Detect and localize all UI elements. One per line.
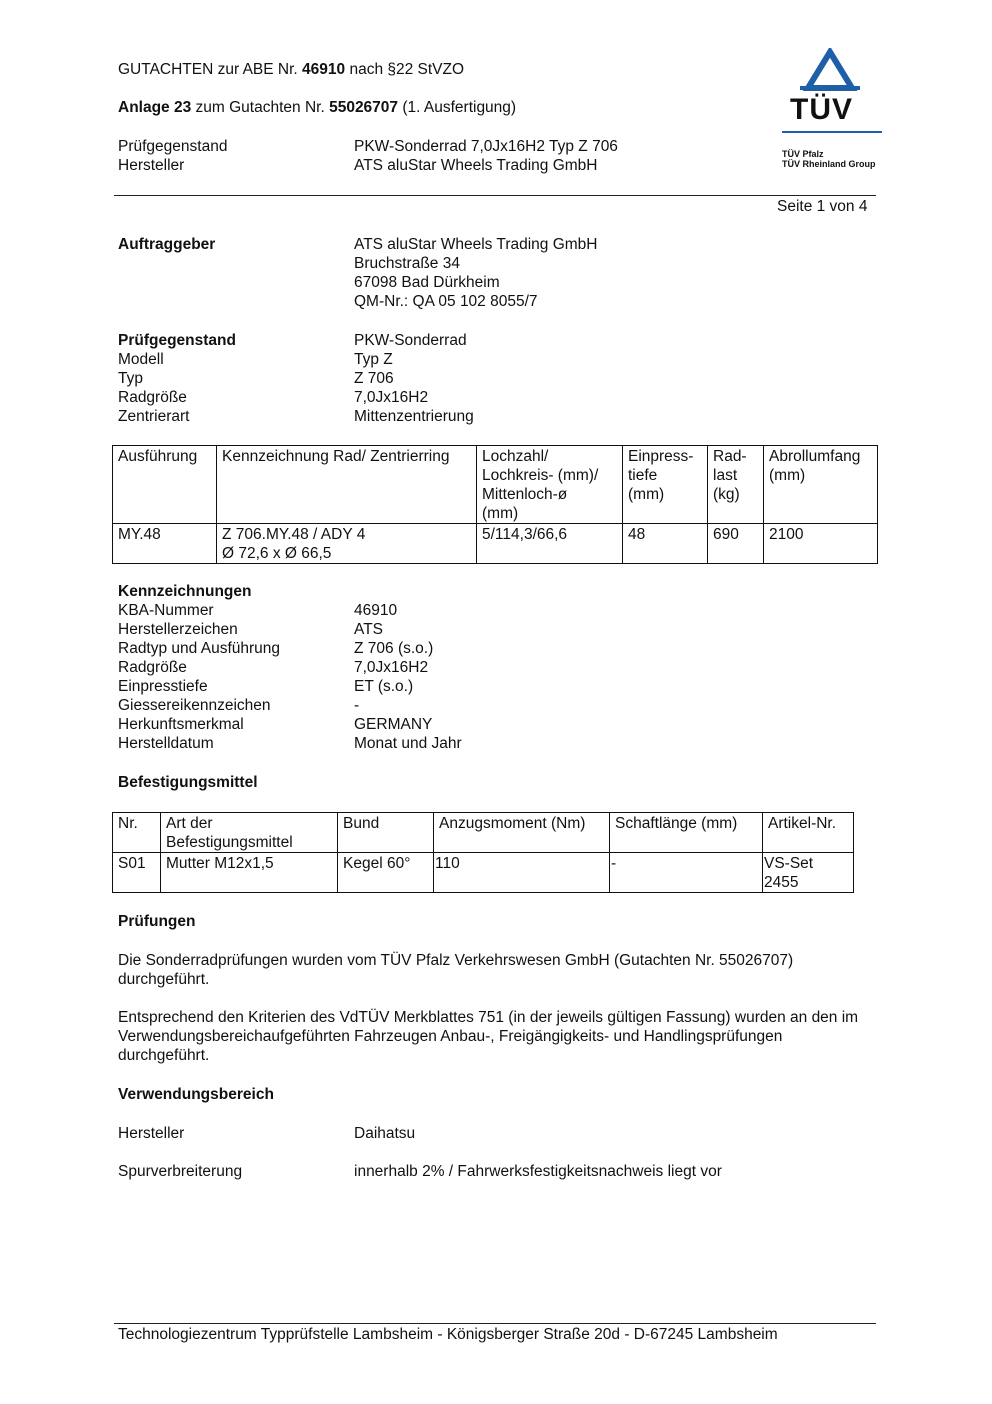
header-line1-text: GUTACHTEN zur ABE Nr. xyxy=(118,61,303,78)
table-row xyxy=(113,853,854,893)
bef-header-cell: Artikel-Nr. xyxy=(763,813,854,853)
kz-value: 7,0Jx16H2 xyxy=(354,659,429,676)
wheel-header-cell: Rad- last (kg) xyxy=(708,446,764,524)
header-line2-suffix: (1. Ausfertigung) xyxy=(398,99,517,116)
kz-label: Herstelldatum xyxy=(118,735,214,752)
kz-value: - xyxy=(354,697,360,714)
verwendung-heading: Verwendungsbereich xyxy=(118,1086,274,1103)
bef-cell: VS-Set 2455 xyxy=(763,853,854,893)
auftraggeber-line-3: 67098 Bad Dürkheim xyxy=(354,274,500,291)
kz-label: Giessereikennzeichen xyxy=(118,697,271,714)
kz-label: KBA-Nummer xyxy=(118,602,214,619)
footer-divider xyxy=(114,1323,876,1324)
pruefungen-heading: Prüfungen xyxy=(118,913,196,930)
wheel-cell: 2100 xyxy=(764,524,878,564)
kz-label: Herkunftsmerkmal xyxy=(118,716,244,733)
table-row xyxy=(113,524,878,564)
gutachten-number: 55026707 xyxy=(329,99,399,116)
modell-value: Typ Z xyxy=(354,351,393,368)
pruefungen-paragraph-2: Entsprechend den Kriterien des VdTÜV Merkblattes 751 (in der jeweils gültigen Fassung) wurden an den im Verwendungsbereichaufgeführten Fahrzeugen Anbau-, Freigängigkeits- und Handlingsprüfungen durchgeführt. xyxy=(118,1009,859,1064)
kz-value: ET (s.o.) xyxy=(354,678,414,695)
tuv-logo xyxy=(770,48,890,173)
pruefgegenstand-value: PKW-Sonderrad xyxy=(354,332,467,349)
header-hersteller-label: Hersteller xyxy=(118,157,185,174)
radgroesse-label: Radgröße xyxy=(118,389,187,406)
kz-value: GERMANY xyxy=(354,716,433,733)
header-line1-suffix: nach §22 StVZO xyxy=(345,61,465,78)
verwendung-hersteller-value: Daihatsu xyxy=(354,1125,416,1142)
zentrierart-label: Zentrierart xyxy=(118,408,190,425)
modell-label: Modell xyxy=(118,351,164,368)
wheel-cell: 690 xyxy=(708,524,764,564)
anlage-label: Anlage 23 xyxy=(118,99,192,116)
bef-cell: 110 xyxy=(434,853,610,893)
header-pruef-label: Prüfgegenstand xyxy=(118,138,228,155)
tuv-logo-text: TÜV xyxy=(790,93,853,126)
kz-value: 46910 xyxy=(354,602,398,619)
kz-value: ATS xyxy=(354,621,383,638)
wheel-header-cell: Kennzeichnung Rad/ Zentrierring xyxy=(217,446,477,524)
header-divider xyxy=(114,195,876,196)
kz-label: Herstellerzeichen xyxy=(118,621,238,638)
pruefgegenstand-heading: Prüfgegenstand xyxy=(118,332,236,349)
bef-cell: Kegel 60° xyxy=(338,853,434,893)
wheel-header-cell: Einpress- tiefe (mm) xyxy=(623,446,708,524)
auftraggeber-label: Auftraggeber xyxy=(118,236,216,253)
bef-cell: Mutter M12x1,5 xyxy=(161,853,338,893)
typ-value: Z 706 xyxy=(354,370,394,387)
typ-label: Typ xyxy=(118,370,143,387)
auftraggeber-line-2: Bruchstraße 34 xyxy=(354,255,460,272)
wheel-cell: 5/114,3/66,6 xyxy=(477,524,623,564)
wheel-header-cell: Ausführung xyxy=(113,446,217,524)
footer-text: Technologiezentrum Typprüfstelle Lambsheim - Königsberger Straße 20d - D-67245 Lambsheim xyxy=(118,1326,778,1343)
header-pruef-value: PKW-Sonderrad 7,0Jx16H2 Typ Z 706 xyxy=(354,138,618,155)
wheel-cell: Z 706.MY.48 / ADY 4 Ø 72,6 x Ø 66,5 xyxy=(217,524,477,564)
kz-value: Z 706 (s.o.) xyxy=(354,640,434,657)
kz-label: Radgröße xyxy=(118,659,187,676)
zentrierart-value: Mittenzentrierung xyxy=(354,408,474,425)
auftraggeber-line-1: ATS aluStar Wheels Trading GmbH xyxy=(354,236,598,253)
wheel-table-header xyxy=(113,446,878,524)
radgroesse-value: 7,0Jx16H2 xyxy=(354,389,429,406)
spurverbreiterung-label: Spurverbreiterung xyxy=(118,1163,243,1180)
wheel-table xyxy=(112,445,878,564)
bef-header-cell: Nr. xyxy=(113,813,161,853)
kennzeichnungen-heading: Kennzeichnungen xyxy=(118,583,252,600)
bef-cell: S01 xyxy=(113,853,161,893)
abe-number: 46910 xyxy=(302,61,346,78)
tuv-logo-sub1: TÜV Pfalz xyxy=(782,149,824,159)
header-line-2 xyxy=(118,98,516,117)
wheel-header-cell: Lochzahl/ Lochkreis- (mm)/ Mittenloch-ø (mm) xyxy=(477,446,623,524)
befestigung-table-header xyxy=(113,813,854,853)
bef-header-cell: Bund xyxy=(338,813,434,853)
wheel-cell: 48 xyxy=(623,524,708,564)
wheel-cell: MY.48 xyxy=(113,524,217,564)
kz-label: Radtyp und Ausführung xyxy=(118,640,281,657)
bef-header-cell: Schaftlänge (mm) xyxy=(610,813,763,853)
spurverbreiterung-value: innerhalb 2% / Fahrwerksfestigkeitsnachweis liegt vor xyxy=(354,1163,722,1180)
wheel-header-cell: Abrollumfang (mm) xyxy=(764,446,878,524)
auftraggeber-line-4: QM-Nr.: QA 05 102 8055/7 xyxy=(354,293,538,310)
header-line2-text: zum Gutachten Nr. xyxy=(191,99,330,116)
befestigung-heading: Befestigungsmittel xyxy=(118,774,258,791)
bef-header-cell: Anzugsmoment (Nm) xyxy=(434,813,610,853)
kz-label: Einpresstiefe xyxy=(118,678,208,695)
header-line-1 xyxy=(118,60,464,79)
pruefungen-paragraph-1: Die Sonderradprüfungen wurden vom TÜV Pfalz Verkehrswesen GmbH (Gutachten Nr. 55026707) durchgeführt. xyxy=(118,952,794,988)
verwendung-hersteller-label: Hersteller xyxy=(118,1125,185,1142)
tuv-logo-sub2: TÜV Rheinland Group xyxy=(782,159,876,169)
kz-value: Monat und Jahr xyxy=(354,735,462,752)
bef-header-cell: Art der Befestigungsmittel xyxy=(161,813,338,853)
header-hersteller-value: ATS aluStar Wheels Trading GmbH xyxy=(354,157,598,174)
bef-cell: - xyxy=(610,853,763,893)
befestigung-table xyxy=(112,812,854,893)
page-number: Seite 1 von 4 xyxy=(777,198,868,215)
